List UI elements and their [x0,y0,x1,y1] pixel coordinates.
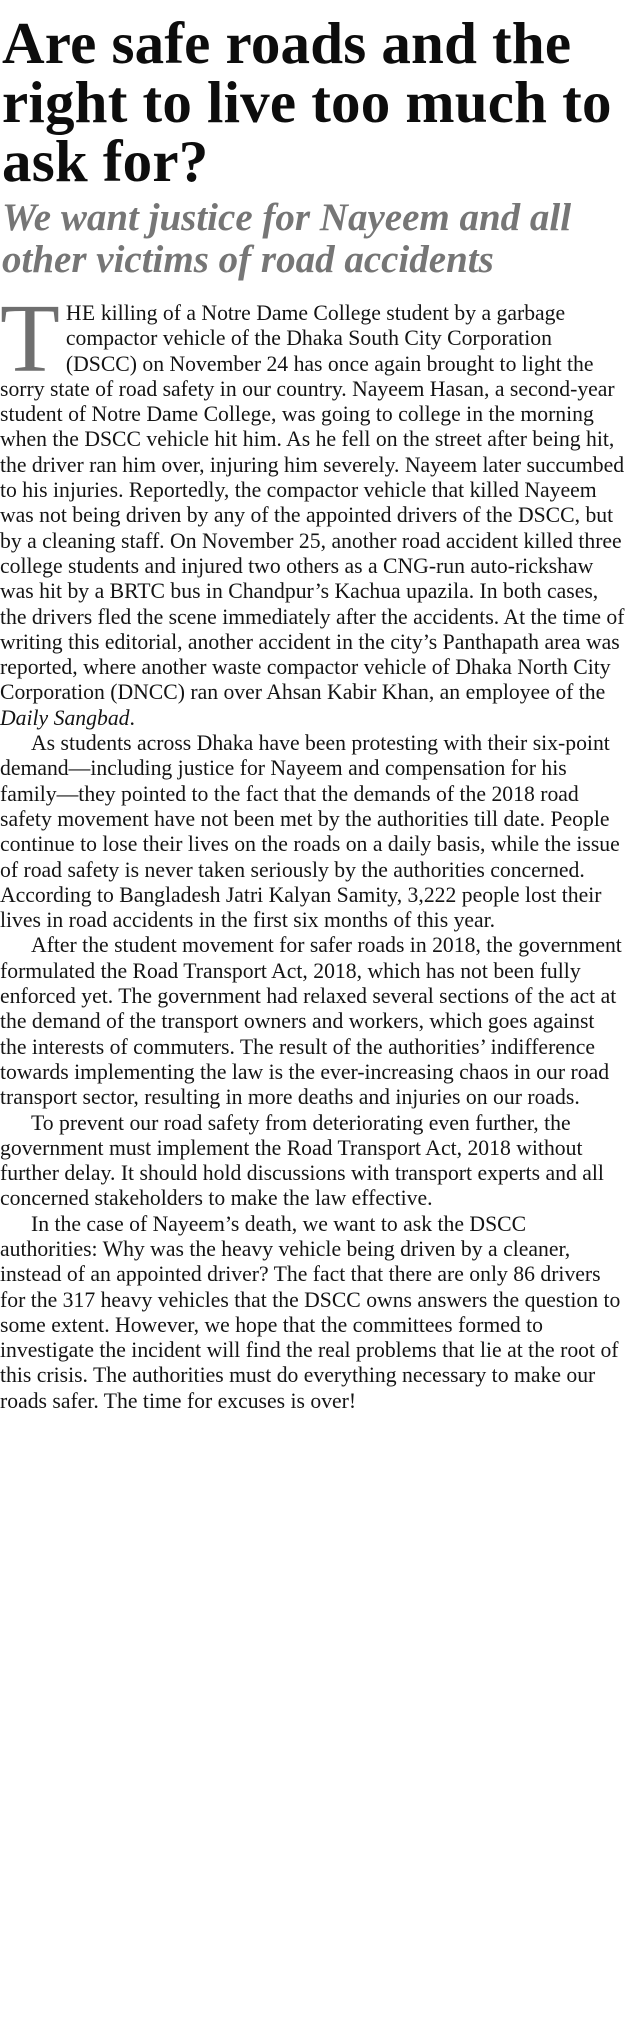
headline: Are safe roads and the right to live too much to ask for? [2,10,612,194]
paragraph-1 [0,285,625,731]
lead-in-caps: HE [65,301,96,325]
subheadline: We want justice for Nayeem and all other victims of road accidents [2,196,572,281]
newspaper-name: Daily Sangbad [0,705,130,730]
paragraph-2: As students across Dhaka have been protesting with their six-point demand—including justice for Nayeem and compensation for his family—they pointed to the fact that the demands of the 2018 road safety movement have not been met by the authorities till date. People continue to lose their lives on the roads on a daily basis, while the issue of road safety is never taken seriously by the authorities concerned. According to Bangladesh Jatri Kalyan Samity, 3,222 people lost their lives in road accidents in the first six months of this year. [0,731,620,933]
paragraph-1-text: killing of a Notre Dame College student by a garbage compactor vehicle of the Dhaka South City Corporation (DSCC) on November 24 has once again brought to light the sorry state of road safety in our country. Nayeem Hasan, a second-year student of Notre Dame College, was going to college in the morning when the DSCC vehicle hit him. As he fell on the street after being hit, the driver ran him over, injuring him severely. Nayeem later succumbed to his injuries. Reportedly, the compactor vehicle that killed Nayeem was not being driven by any of the appointed drivers of the DSCC, but by a cleaning staff. On November 25, another road accident killed three college students and injured two others as a CNG-run auto-rickshaw was hit by a BRTC bus in Chandpur’s Kachua upazila. In both cases, the drivers fled the scene immediately after the accidents. At the time of writing this editorial, another accident in the city’s Panthapath area was reported, where another waste compactor vehicle of Dhaka North City Corporation (DNCC) ran over Ahsan Kabir Khan, an employee of the [0,301,625,705]
paragraph-5: In the case of Nayeem’s death, we want to ask the DSCC authorities: Why was the heavy vehicle being driven by a cleaner, instead of an appointed driver? The fact that there are only 86 drivers for the 317 heavy vehicles that the DSCC owns answers the question to some extent. However, we hope that the committees formed to investigate the incident will find the real problems that lie at the root of this crisis. The authorities must do everything necessary to make our roads safer. The time for excuses is over! [0,1211,621,1413]
drop-cap: T [0,285,60,393]
paragraph-1-end: . [129,705,135,730]
paragraph-3: After the student movement for safer roads in 2018, the government formulated the Road Transport Act, 2018, which has not been fully enforced yet. The government had relaxed several sections of the act at the demand of the transport owners and workers, which goes against the interests of commuters. The result of the authorities’ indifference towards implementing the law is the ever-increasing chaos in our road transport sector, resulting in more deaths and injuries on our roads. [0,933,622,1110]
paragraph-4: To prevent our road safety from deteriorating even further, the government must implement the Road Transport Act, 2018 without further delay. It should hold discussions with transport experts and all concerned stakeholders to make the law effective. [0,1110,604,1211]
article-body [0,285,625,1414]
